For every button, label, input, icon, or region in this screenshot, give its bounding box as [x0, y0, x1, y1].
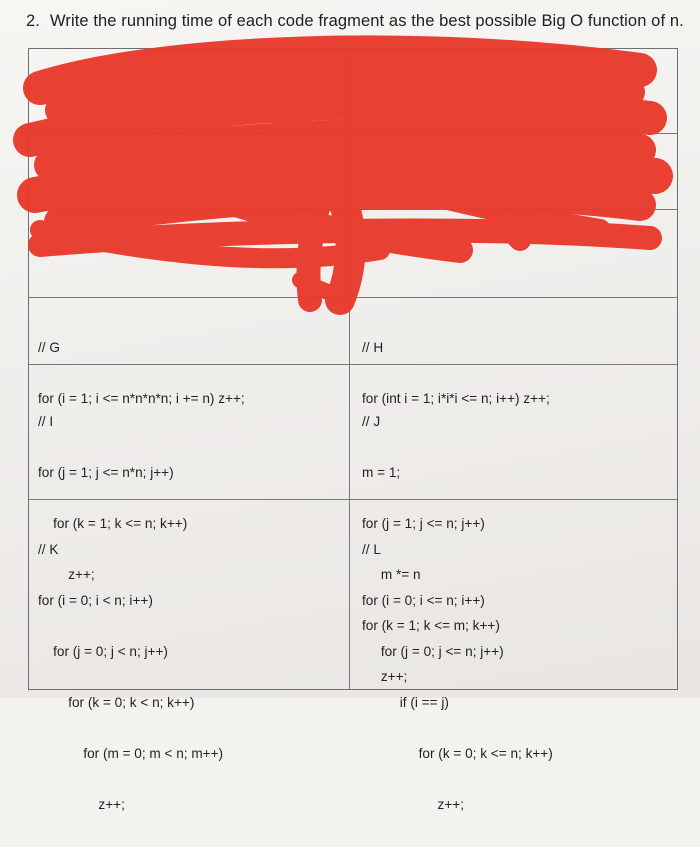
code-line: for (i = 0; i < n; i++): [38, 593, 153, 608]
row-divider: [29, 209, 677, 210]
code-line: for (k = 0; k < n; k++): [38, 695, 195, 710]
fragment-label: // I: [38, 414, 54, 429]
code-line: for (j = 1; j <= n; j++): [362, 516, 485, 531]
column-divider: [349, 49, 350, 689]
fragment-l: [362, 507, 553, 847]
fragment-label: // K: [38, 542, 59, 557]
fragment-label: // J: [362, 414, 381, 429]
code-line: for (k = 0; k <= n; k++): [362, 746, 553, 761]
code-line: z++;: [362, 797, 464, 812]
code-line: for (i = 0; i <= n; i++): [362, 593, 485, 608]
code-line: for (int i = 1; i*i*i <= n; i++) z++;: [362, 391, 550, 406]
code-line: for (k = 1; k <= n; k++): [38, 516, 188, 531]
fragment-label: // G: [38, 340, 60, 355]
fragment-label: // L: [362, 542, 381, 557]
code-line: for (j = 0; j < n; j++): [38, 644, 168, 659]
code-fragment-table: [28, 48, 678, 812]
code-line: m = 1;: [362, 465, 401, 480]
code-line: for (j = 1; j <= n*n; j++): [38, 465, 174, 480]
code-line: for (k = 1; k <= m; k++): [362, 618, 500, 633]
code-line: z++;: [38, 797, 125, 812]
code-line: for (j = 0; j <= n; j++): [362, 644, 504, 659]
row-divider: [29, 297, 677, 298]
question-text: Write the running time of each code fragment as the best possible Big O function of n.: [49, 12, 684, 30]
question-number: 2.: [26, 12, 40, 30]
fragment-label: // H: [362, 340, 384, 355]
question-heading: [26, 12, 684, 31]
code-line: z++;: [362, 669, 408, 684]
fragment-k: [38, 507, 223, 847]
code-line: z++;: [38, 567, 95, 582]
code-line: if (i == j): [362, 695, 449, 710]
row-divider: [29, 133, 677, 134]
code-line: m *= n: [362, 567, 421, 582]
code-line: for (i = 1; i <= n*n*n*n; i += n) z++;: [38, 391, 245, 406]
code-line: for (m = 0; m < n; m++): [38, 746, 224, 761]
